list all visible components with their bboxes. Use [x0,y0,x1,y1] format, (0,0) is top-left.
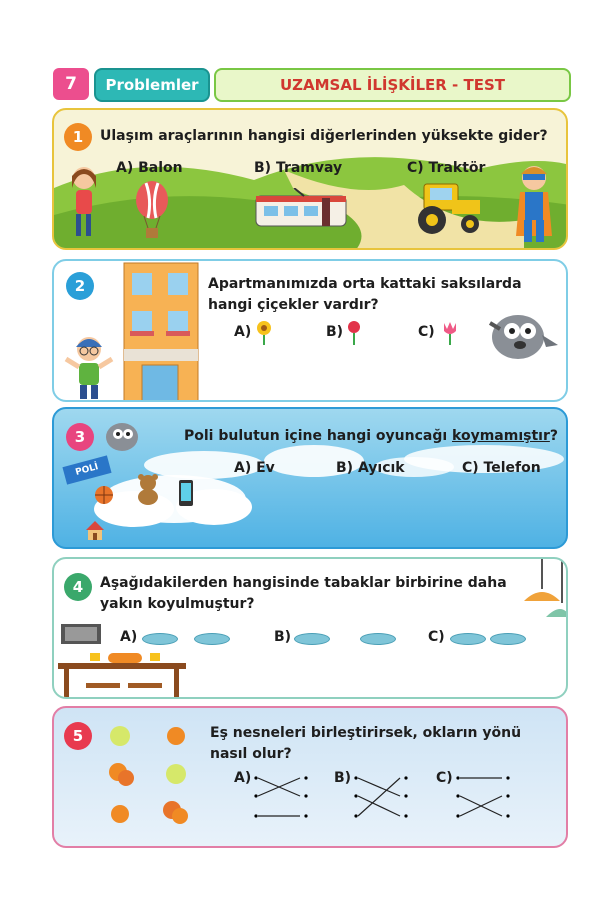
question-2-text-line-1: Apartmanımızda orta kattaki saksılarda [208,276,522,292]
q3-option-c[interactable]: C) Telefon [462,460,541,476]
question-4-text-line-1: Aşağıdakilerden hangisinde tabaklar birbirine daha [100,575,507,591]
q1-option-a[interactable]: A) Balon [116,160,183,176]
q2-option-a[interactable]: A) [234,324,252,340]
question-5-text-line-2: nasıl olur? [210,746,292,762]
q5-option-a[interactable]: A) [234,770,252,786]
question-4-text-line-2: yakın koyulmuştur? [100,596,255,612]
q5-option-c[interactable]: C) [436,770,453,786]
house-icon [84,519,106,541]
question-4-number: 4 [64,573,92,601]
apartment-building-illustration [122,261,200,402]
tulip-icon [440,319,460,345]
question-1-text: Ulaşım araçlarının hangisi diğerlerinden yüksekte gider? [100,128,548,144]
question-3-card [52,407,568,549]
girl-illustration [62,162,102,242]
q4a-plate-1 [142,633,178,645]
question-2-text-line-2: hangi çiçekler vardır? [208,297,379,313]
page-number: 7 [53,68,89,100]
category-label: Problemler [94,68,210,102]
question-2-number: 2 [66,272,94,300]
test-title: UZAMSAL İLİŞKİLER - TEST [214,68,571,102]
q4-option-a[interactable]: A) [120,629,138,645]
q4b-plate-1 [294,633,330,645]
question-5-number: 5 [64,722,92,750]
q4-option-b[interactable]: B) [274,629,292,645]
question-1-number: 1 [64,123,92,151]
superhero-illustration [512,162,556,248]
basketball-icon [94,485,114,505]
poli-helicopter-illustration [486,305,560,363]
tractor-icon [404,176,484,236]
q5a-arrows-diagram [252,770,316,824]
q5b-arrows-diagram [352,770,416,824]
q2-option-b[interactable]: B) [326,324,344,340]
teddy-bear-icon [134,473,162,505]
rose-icon [344,319,364,345]
fruits-matching-illustration [106,722,196,832]
q4b-plate-2 [360,633,396,645]
boy-illustration [64,331,114,401]
question-3-underlined-word: koymamıştır [452,428,550,444]
q4c-plate-1 [450,633,486,645]
poli-helicopter-small-illustration [102,417,146,455]
q3-option-b[interactable]: B) Ayıcık [336,460,405,476]
question-2-card [52,259,568,402]
q3-option-a[interactable]: A) Ev [234,460,275,476]
poli-badge: POLİ [62,455,111,484]
question-3-number: 3 [66,423,94,451]
q1-option-c[interactable]: C) Traktör [407,160,486,176]
q5-option-b[interactable]: B) [334,770,352,786]
question-1-card [52,108,568,250]
q2-option-c[interactable]: C) [418,324,435,340]
dining-table-illustration [56,653,188,699]
q5c-arrows-diagram [454,770,518,824]
tv-icon [60,623,102,645]
question-5-text-line-1: Eş nesneleri birleştirirsek, okların yönü [210,725,522,741]
q4a-plate-2 [194,633,230,645]
q1-option-b[interactable]: B) Tramvay [254,160,343,176]
pendant-lamp-icon [514,559,568,625]
sunflower-icon [254,319,274,345]
question-3-text: Poli bulutun içine hangi oyuncağı koymamıştır? [184,428,558,444]
q4c-plate-2 [490,633,526,645]
question-5-card [52,706,568,848]
tram-icon [254,188,350,232]
balloon-icon [134,180,170,242]
q4-option-c[interactable]: C) [428,629,445,645]
phone-icon [178,479,194,507]
question-4-card [52,557,568,699]
